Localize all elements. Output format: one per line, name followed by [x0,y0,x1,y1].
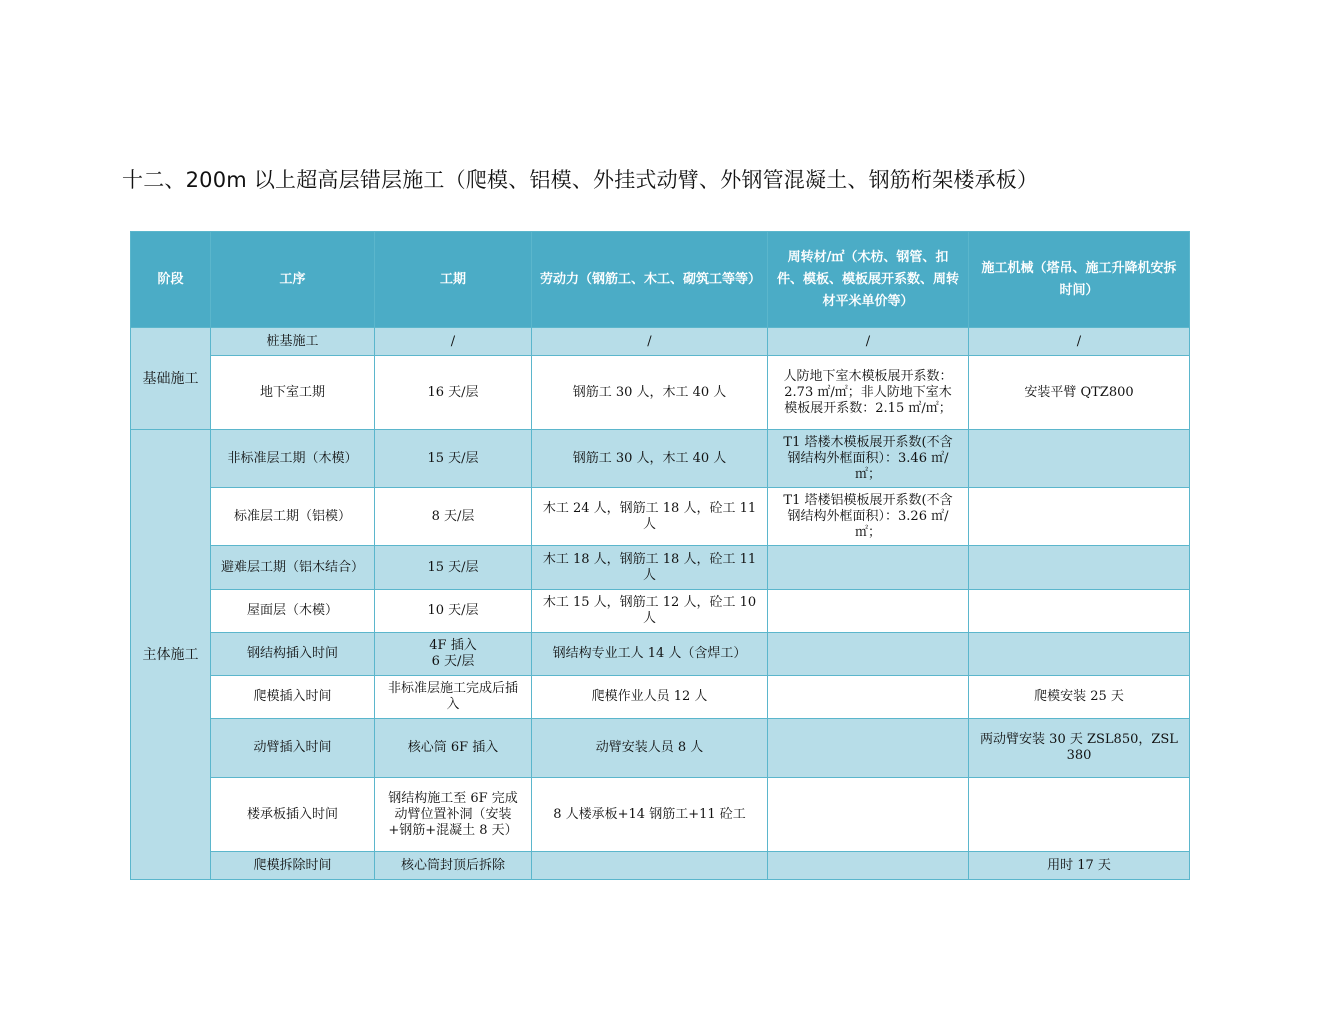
material-cell: 人防地下室木模板展开系数：2.73 ㎡/㎡；非人防地下室木模板展开系数：2.15 ㎡/㎡； [768,356,969,430]
machine-cell [969,633,1190,676]
table-row [131,356,1190,430]
machine-cell: 用时 17 天 [969,852,1190,880]
header-duration: 工期 [375,232,532,328]
machine-cell: / [969,328,1190,356]
duration-cell: 15 天/层 [375,430,532,488]
material-cell [768,590,969,633]
table-header-row [131,232,1190,328]
labor-cell: 8 人楼承板+14 钢筋工+11 砼工 [532,778,768,852]
process-cell: 桩基施工 [211,328,375,356]
material-cell [768,633,969,676]
process-cell: 地下室工期 [211,356,375,430]
machine-cell [969,430,1190,488]
process-cell: 屋面层（木模） [211,590,375,633]
machine-cell: 安装平臂 QTZ800 [969,356,1190,430]
labor-cell: 爬模作业人员 12 人 [532,676,768,719]
table-row [131,546,1190,590]
material-cell [768,676,969,719]
material-cell: T1 塔楼木模板展开系数(不含钢结构外框面积）：3.46 ㎡/㎡； [768,430,969,488]
header-stage: 阶段 [131,232,211,328]
machine-cell [969,590,1190,633]
table-row [131,328,1190,356]
duration-cell: 核心筒 6F 插入 [375,719,532,778]
table-row [131,633,1190,676]
duration-cell: 核心筒封顶后拆除 [375,852,532,880]
labor-cell: 木工 18 人，钢筋工 18 人，砼工 11 人 [532,546,768,590]
machine-cell: 两动臂安装 30 天 ZSL850，ZSL380 [969,719,1190,778]
labor-cell: 木工 24 人，钢筋工 18 人，砼工 11 人 [532,488,768,546]
labor-cell: 动臂安装人员 8 人 [532,719,768,778]
material-cell [768,719,969,778]
labor-cell: 钢筋工 30 人，木工 40 人 [532,356,768,430]
table-row [131,719,1190,778]
machine-cell: 爬模安装 25 天 [969,676,1190,719]
duration-cell: 8 天/层 [375,488,532,546]
machine-cell [969,488,1190,546]
labor-cell: 钢筋工 30 人，木工 40 人 [532,430,768,488]
material-cell [768,778,969,852]
machine-cell [969,546,1190,590]
material-cell [768,852,969,880]
table-row [131,430,1190,488]
process-cell: 钢结构插入时间 [211,633,375,676]
machine-cell [969,778,1190,852]
stage-cell-foundation: 基础施工 [131,328,211,430]
process-cell: 非标准层工期（木模） [211,430,375,488]
table-row [131,676,1190,719]
header-machine: 施工机械（塔吊、施工升降机安拆时间） [969,232,1190,328]
header-process: 工序 [211,232,375,328]
duration-cell: 16 天/层 [375,356,532,430]
material-cell: / [768,328,969,356]
process-cell: 爬模拆除时间 [211,852,375,880]
process-cell: 避难层工期（铝木结合） [211,546,375,590]
labor-cell [532,852,768,880]
stage-cell-main: 主体施工 [131,430,211,880]
table-row [131,590,1190,633]
page-title: 十二、200m 以上超高层错层施工（爬模、铝模、外挂式动臂、外钢管混凝土、钢筋桁架楼承板） [122,168,1039,192]
duration-cell: 非标准层施工完成后插入 [375,676,532,719]
header-labor: 劳动力（钢筋工、木工、砌筑工等等） [532,232,768,328]
labor-cell: 木工 15 人，钢筋工 12 人，砼工 10 人 [532,590,768,633]
material-cell [768,546,969,590]
process-cell: 动臂插入时间 [211,719,375,778]
process-cell: 楼承板插入时间 [211,778,375,852]
process-cell: 爬模插入时间 [211,676,375,719]
header-material: 周转材/㎡（木枋、钢管、扣件、模板、模板展开系数、周转材平米单价等） [768,232,969,328]
labor-cell: 钢结构专业工人 14 人（含焊工） [532,633,768,676]
duration-cell: / [375,328,532,356]
duration-cell: 钢结构施工至 6F 完成动臂位置补洞（安装+钢筋+混凝土 8 天） [375,778,532,852]
labor-cell: / [532,328,768,356]
table-row [131,778,1190,852]
table-row [131,488,1190,546]
construction-schedule-table [130,231,1190,880]
duration-cell: 4F 插入 6 天/层 [375,633,532,676]
process-cell: 标准层工期（铝模） [211,488,375,546]
table-row [131,852,1190,880]
material-cell: T1 塔楼铝模板展开系数(不含钢结构外框面积）：3.26 ㎡/㎡； [768,488,969,546]
duration-cell: 10 天/层 [375,590,532,633]
duration-cell: 15 天/层 [375,546,532,590]
